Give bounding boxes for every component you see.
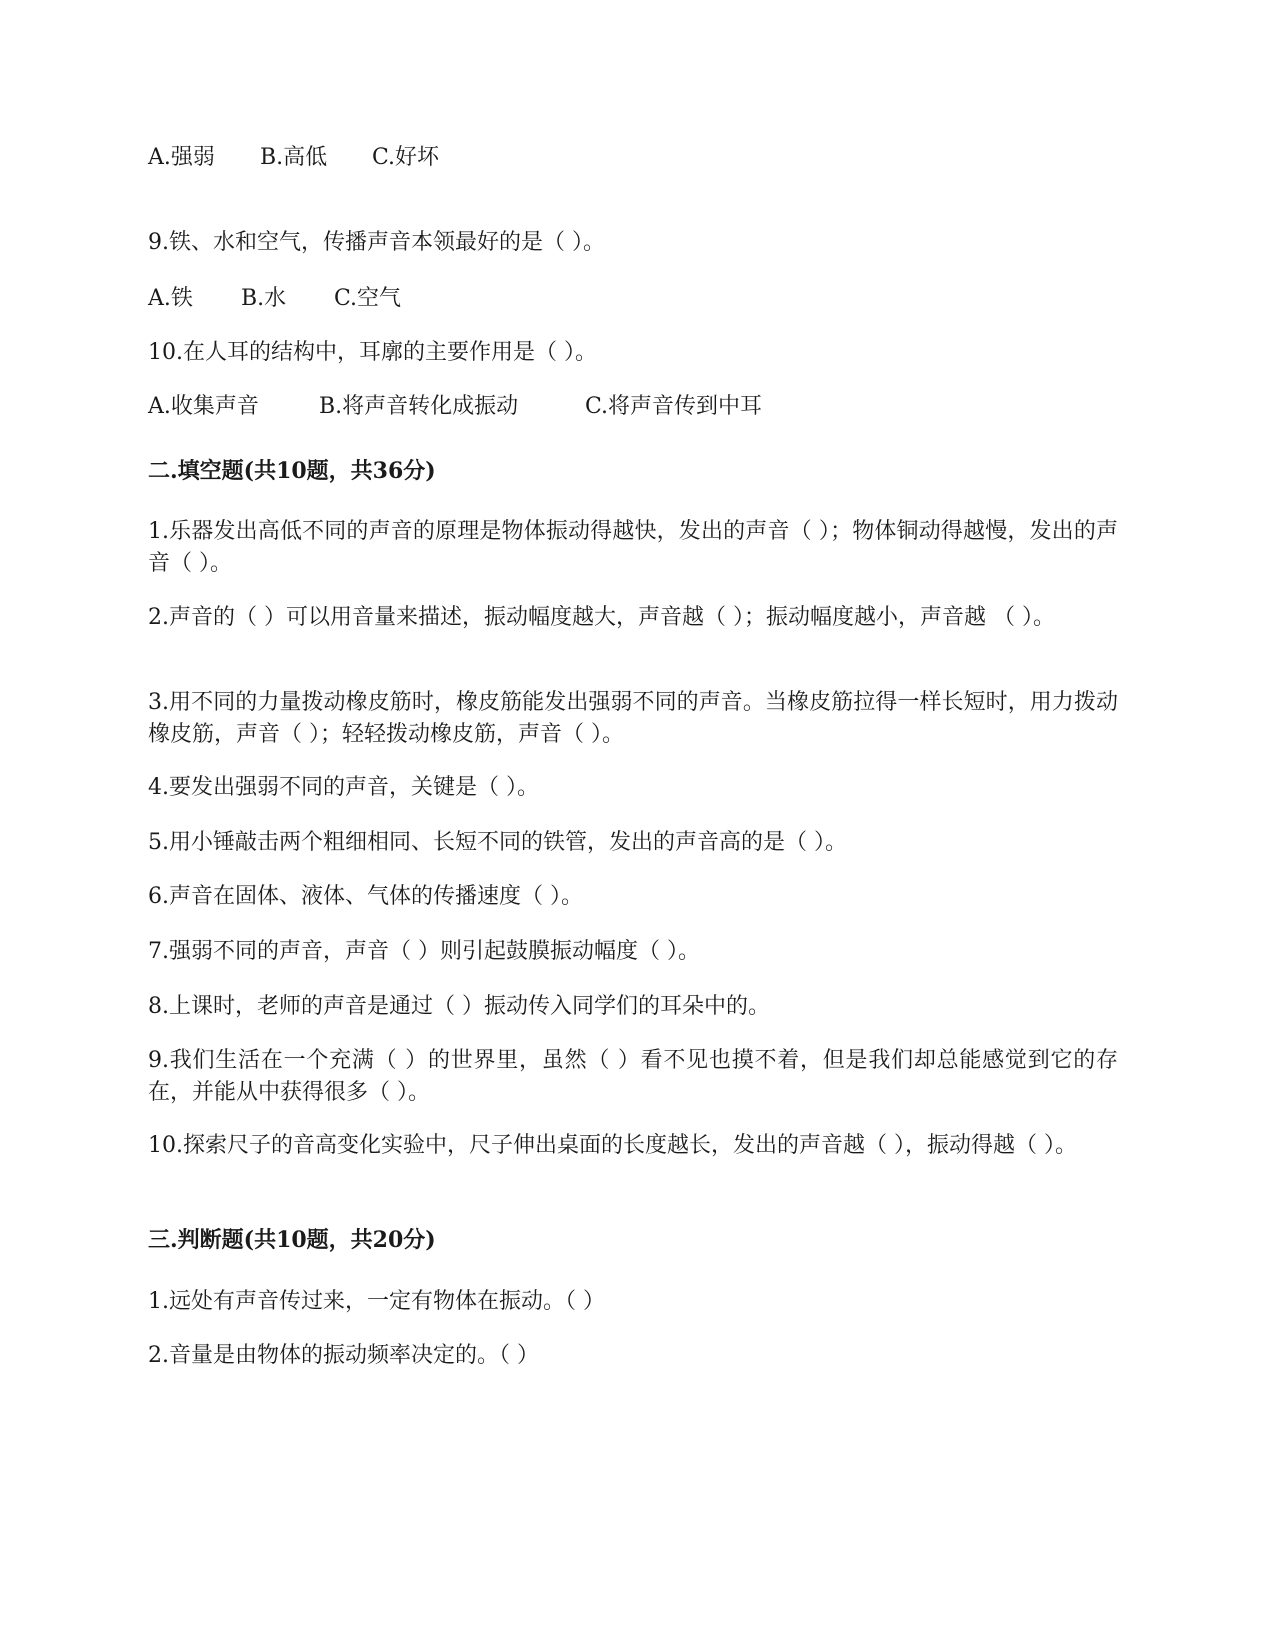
fill-item-5: 5.用小锤敲击两个粗细相同、长短不同的铁管，发出的声音高的是（ ）。	[148, 830, 847, 855]
section-2-title: 二.填空题(共10题，共36分)	[148, 458, 436, 484]
exam-page	[148, 0, 1118, 1650]
judge-item-2: 2.音量是由物体的振动频率决定的。（ ）	[148, 1343, 539, 1368]
q8-option-b: B.高低	[260, 145, 328, 170]
q9-option-a: A.铁	[148, 286, 193, 311]
section-3-title: 三.判断题(共10题，共20分)	[148, 1227, 436, 1253]
q9-text: 9.铁、水和空气，传播声音本领最好的是（ ）。	[148, 230, 605, 255]
q8-options	[148, 142, 439, 174]
q10-options	[148, 391, 762, 423]
q8-option-a: A.强弱	[148, 145, 215, 170]
fill-item-9: 9.我们生活在一个充满（ ）的世界里，虽然（ ）看不见也摸不着，但是我们却总能感觉到它的存在，并能从中获得很多（ ）。	[148, 1048, 1118, 1105]
q9-options	[148, 283, 401, 315]
fill-item-2: 2.声音的（ ）可以用音量来描述，振动幅度越大，声音越（ ）；振动幅度越小，声音越 （ ）。	[148, 605, 1055, 630]
q10-option-c: C.将声音传到中耳	[585, 394, 763, 419]
fill-item-3: 3.用不同的力量拨动橡皮筋时，橡皮筋能发出强弱不同的声音。当橡皮筋拉得一样长短时，用力拨动橡皮筋，声音（ ）；轻轻拨动橡皮筋，声音（ ）。	[148, 690, 1118, 747]
fill-item-8: 8.上课时，老师的声音是通过（ ）振动传入同学们的耳朵中的。	[148, 994, 770, 1019]
fill-item-4: 4.要发出强弱不同的声音，关键是（ ）。	[148, 775, 539, 800]
fill-item-6: 6.声音在固体、液体、气体的传播速度（ ）。	[148, 884, 583, 909]
q10-text: 10.在人耳的结构中，耳廓的主要作用是（ ）。	[148, 340, 597, 365]
q9-option-c: C.空气	[334, 286, 402, 311]
q10-option-b: B.将声音转化成振动	[319, 394, 519, 419]
q10-option-a: A.收集声音	[148, 394, 259, 419]
fill-item-7: 7.强弱不同的声音，声音（ ）则引起鼓膜振动幅度（ ）。	[148, 939, 700, 964]
q9-option-b: B.水	[241, 286, 287, 311]
judge-item-1: 1.远处有声音传过来，一定有物体在振动。（ ）	[148, 1289, 605, 1314]
q8-option-c: C.好坏	[372, 145, 440, 170]
fill-item-10: 10.探索尺子的音高变化实验中，尺子伸出桌面的长度越长，发出的声音越（ ），振动得越（ ）。	[148, 1133, 1077, 1158]
fill-item-1: 1.乐器发出高低不同的声音的原理是物体振动得越快，发出的声音（ ）；物体铜动得越慢，发出的声音（ ）。	[148, 519, 1118, 576]
